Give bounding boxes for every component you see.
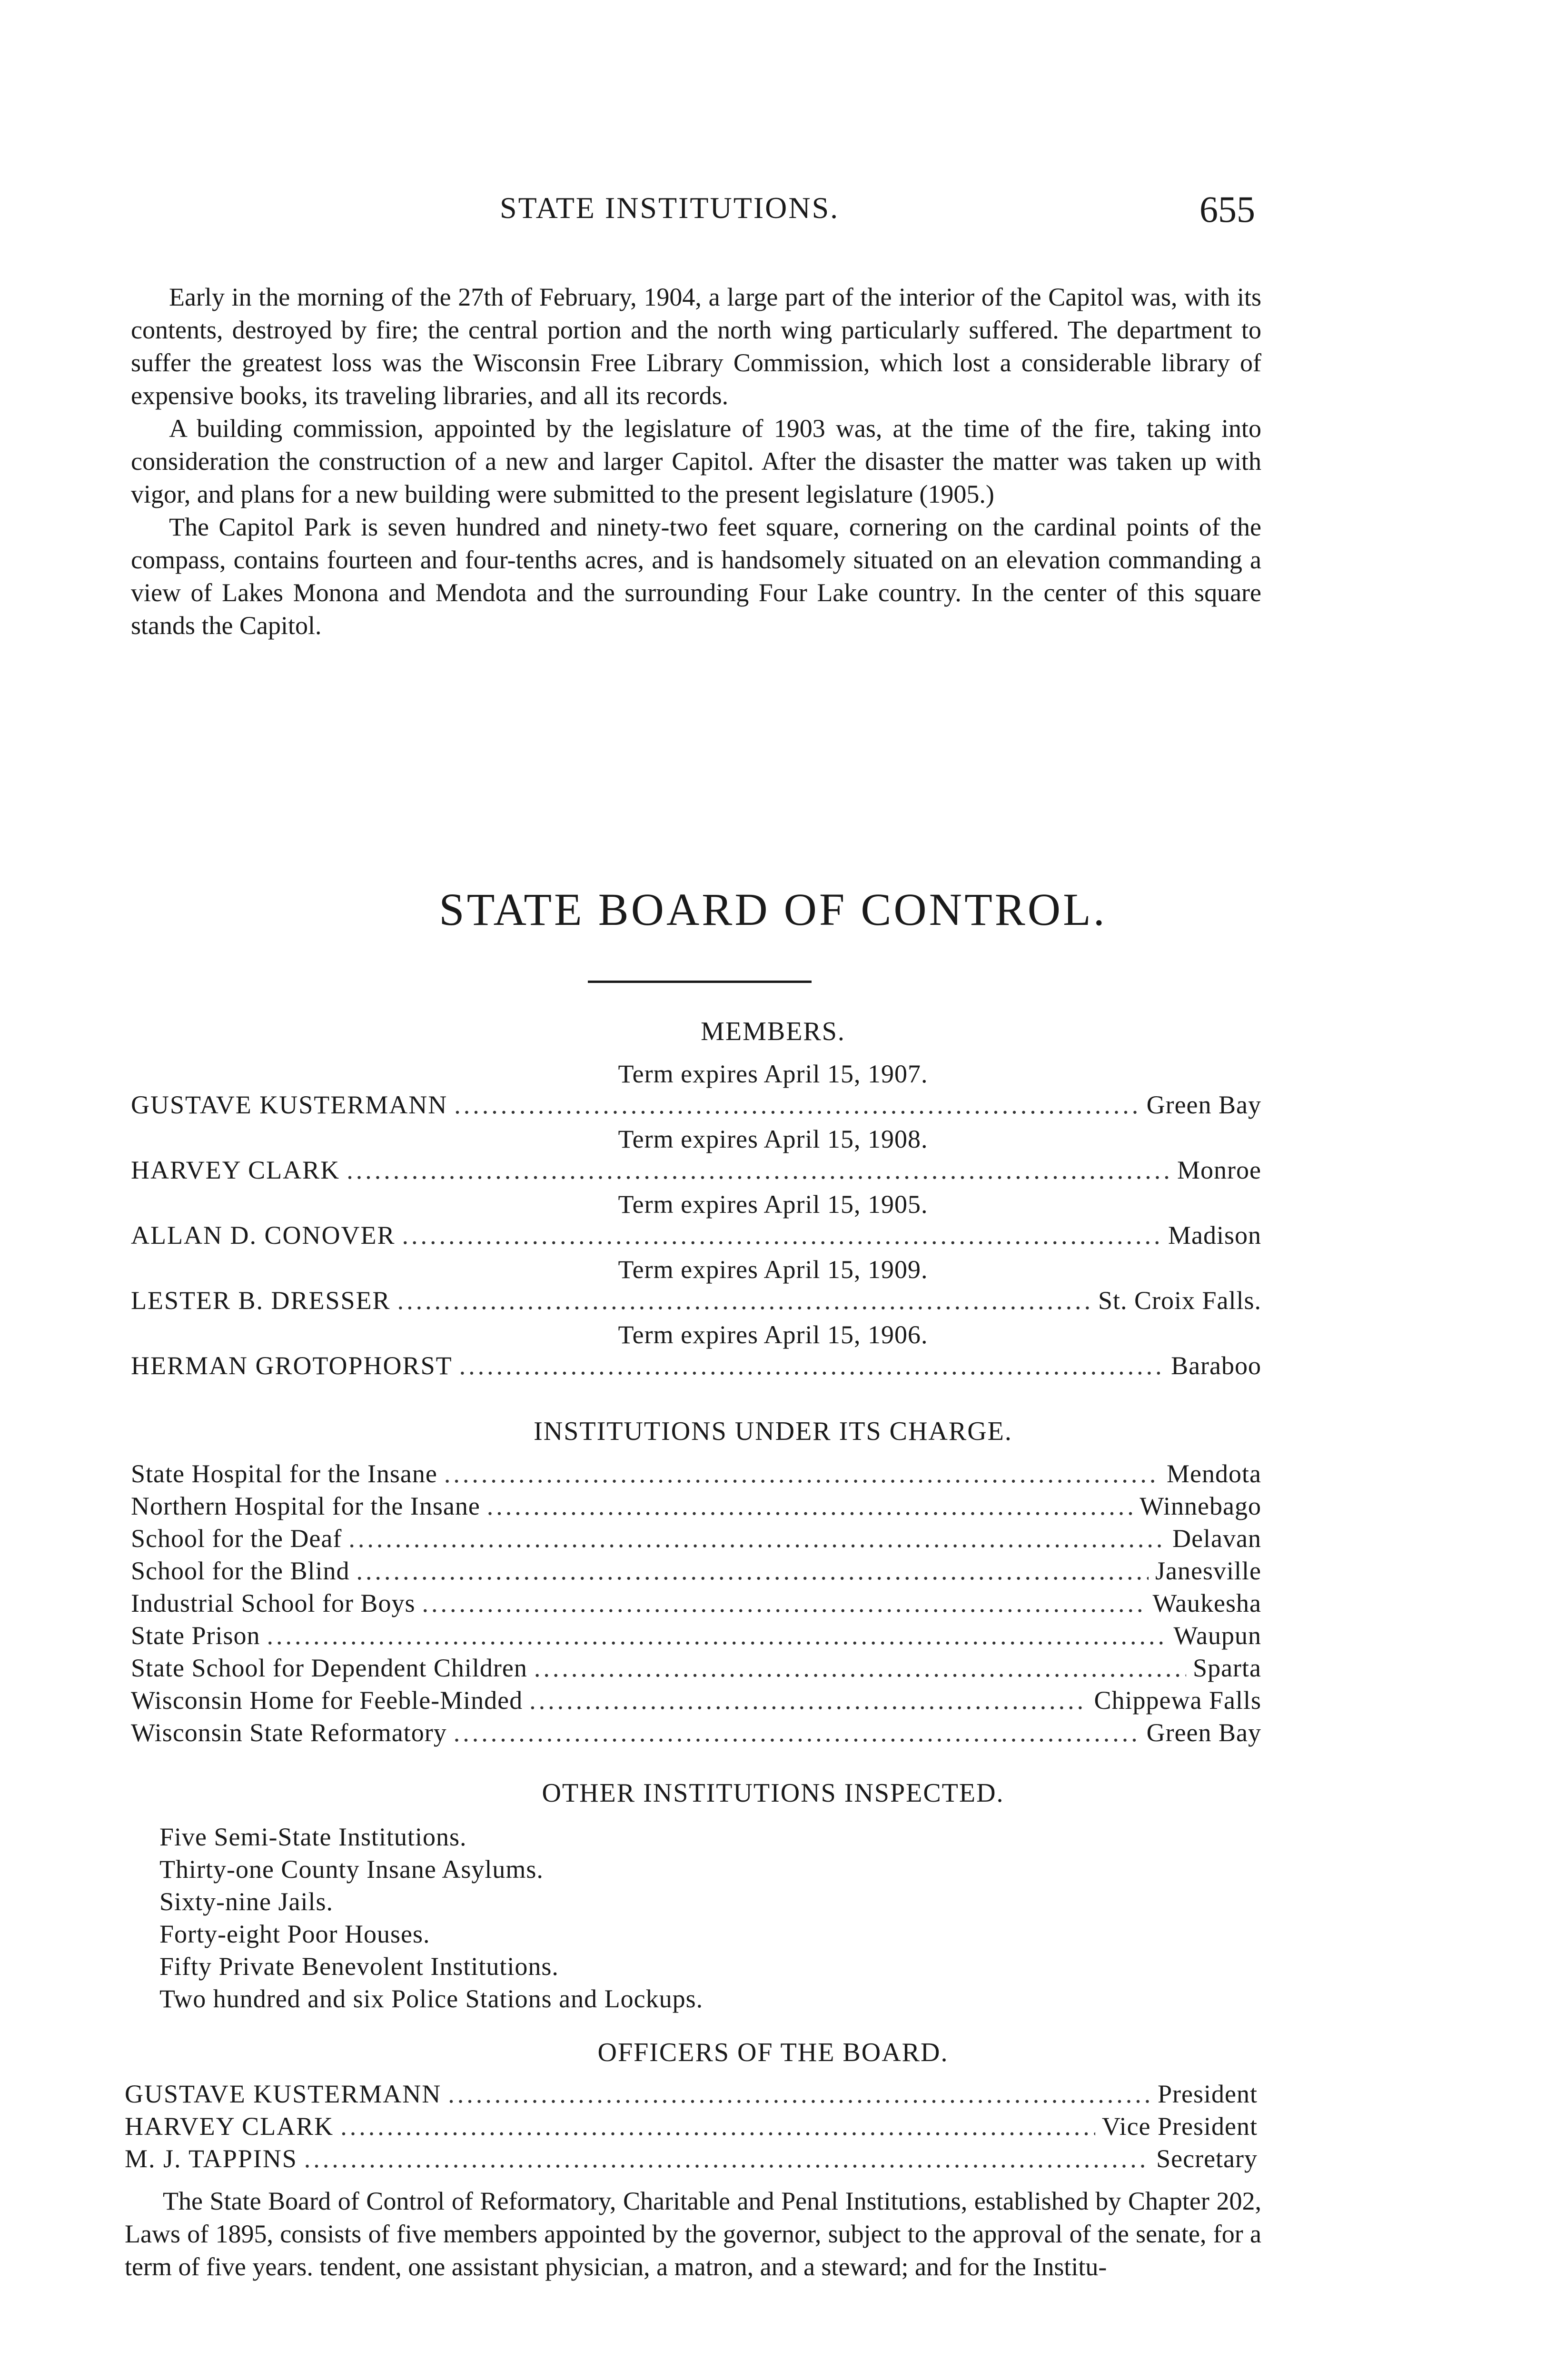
institution-place: Janesville bbox=[1155, 1557, 1261, 1585]
officer-name: HARVEY CLARK bbox=[125, 2112, 334, 2141]
dot-leader bbox=[448, 2079, 1151, 2109]
institution-entry bbox=[131, 1621, 1261, 1654]
institution-name: School for the Deaf bbox=[131, 1524, 342, 1553]
dot-leader bbox=[454, 1090, 1140, 1120]
institution-place: Mendota bbox=[1167, 1459, 1261, 1488]
officer-title: Vice President bbox=[1101, 2112, 1258, 2141]
dot-leader bbox=[534, 1653, 1186, 1683]
member-entry bbox=[131, 1286, 1261, 1319]
section-title: STATE BOARD OF CONTROL. bbox=[439, 884, 1107, 935]
institution-entry bbox=[131, 1524, 1261, 1557]
institution-entry bbox=[131, 1459, 1261, 1492]
institution-entry bbox=[131, 1556, 1261, 1589]
institution-name: Industrial School for Boys bbox=[131, 1589, 416, 1617]
member-entry bbox=[131, 1351, 1261, 1384]
dot-leader bbox=[347, 1155, 1170, 1185]
dot-leader bbox=[348, 1524, 1166, 1553]
institution-name: Northern Hospital for the Insane bbox=[131, 1492, 480, 1520]
institution-name: Wisconsin State Reformatory bbox=[131, 1718, 447, 1747]
member-entry bbox=[131, 1155, 1261, 1189]
running-head: STATE INSTITUTIONS. bbox=[500, 191, 840, 225]
term-line: Term expires April 15, 1907. bbox=[618, 1060, 928, 1088]
member-name: HERMAN GROTOPHORST bbox=[131, 1351, 453, 1380]
member-place: Monroe bbox=[1177, 1156, 1261, 1184]
paragraph: A building commission, appointed by the legislature of 1903 was, at the time of the fire, taking into consideration the construction of a new and larger Capitol. After the disaster the matter was taken up with vigor, and plans for a new building were submitted to the present legislature (1905.) bbox=[131, 414, 1261, 508]
paragraph: The State Board of Control of Reformatory, Charitable and Penal Institutions, established by Chapter 202, Laws of 1895, consists of five members appointed by the governor, subject to the approval of the senate, for a term of five years. tendent, one assistant physician, a matron, and a steward; and for the Institu- bbox=[125, 2187, 1261, 2281]
dot-leader bbox=[444, 1459, 1160, 1488]
institution-entry bbox=[131, 1491, 1261, 1525]
dot-leader bbox=[340, 2112, 1095, 2141]
officer-title: Secretary bbox=[1156, 2144, 1258, 2173]
inspected-item: Thirty-one County Insane Asylums. bbox=[159, 1855, 544, 1884]
officer-entry bbox=[125, 2144, 1258, 2177]
member-place: Baraboo bbox=[1171, 1351, 1261, 1380]
inspected-item: Two hundred and six Police Stations and Lockups. bbox=[159, 1984, 704, 2013]
officer-name: M. J. TAPPINS bbox=[125, 2144, 297, 2173]
inspected-heading: OTHER INSTITUTIONS INSPECTED. bbox=[542, 1778, 1004, 1808]
dot-leader bbox=[402, 1220, 1161, 1250]
member-name: LESTER B. DRESSER bbox=[131, 1286, 391, 1315]
officer-name: GUSTAVE KUSTERMANN bbox=[125, 2080, 442, 2108]
paragraph: The Capitol Park is seven hundred and ninety-two feet square, cornering on the cardinal points of the compass, contains fourteen and four-tenths acres, and is handsomely situated on an elevation commanding a view of Lakes Monona and Mendota and the surrounding Four Lake country. In the center of this square stands the Capitol. bbox=[131, 513, 1261, 640]
institution-place: Winnebago bbox=[1140, 1492, 1261, 1520]
dot-leader bbox=[304, 2144, 1150, 2173]
member-entry bbox=[131, 1220, 1261, 1254]
institution-name: Wisconsin Home for Feeble-Minded bbox=[131, 1686, 523, 1715]
dot-leader bbox=[397, 1286, 1091, 1315]
dot-leader bbox=[422, 1588, 1146, 1618]
dot-leader bbox=[529, 1686, 1087, 1715]
member-place: Green Bay bbox=[1146, 1091, 1261, 1119]
member-name: HARVEY CLARK bbox=[131, 1156, 340, 1184]
dot-leader bbox=[487, 1491, 1133, 1521]
institutions-heading: INSTITUTIONS UNDER ITS CHARGE. bbox=[534, 1417, 1012, 1446]
term-line: Term expires April 15, 1909. bbox=[618, 1255, 928, 1284]
officers-heading: OFFICERS OF THE BOARD. bbox=[597, 2038, 949, 2067]
institution-name: State Hospital for the Insane bbox=[131, 1459, 437, 1488]
inspected-item: Fifty Private Benevolent Institutions. bbox=[159, 1952, 559, 1981]
institution-entry bbox=[131, 1686, 1261, 1719]
inspected-item: Five Semi-State Institutions. bbox=[159, 1823, 467, 1851]
member-place: Madison bbox=[1168, 1221, 1261, 1250]
institution-place: Waukesha bbox=[1152, 1589, 1261, 1617]
paragraph: Early in the morning of the 27th of February, 1904, a large part of the interior of the Capitol was, with its contents, destroyed by fire; the central portion and the north wing particularly suffered. The department to suffer the greatest loss was the Wisconsin Free Library Commission, which lost a considerable library of expensive books, its traveling libraries, and all its records. bbox=[131, 283, 1261, 410]
dot-leader bbox=[267, 1621, 1167, 1650]
inspected-item: Sixty-nine Jails. bbox=[159, 1887, 333, 1916]
institution-name: State School for Dependent Children bbox=[131, 1654, 527, 1682]
dot-leader bbox=[356, 1556, 1149, 1586]
institution-name: State Prison bbox=[131, 1621, 260, 1650]
member-name: GUSTAVE KUSTERMANN bbox=[131, 1091, 448, 1119]
institution-place: Sparta bbox=[1193, 1654, 1261, 1682]
institution-entry bbox=[131, 1588, 1261, 1622]
inspected-item: Forty-eight Poor Houses. bbox=[159, 1920, 430, 1948]
member-place: St. Croix Falls. bbox=[1098, 1286, 1261, 1315]
institution-entry bbox=[131, 1653, 1261, 1686]
closing-text bbox=[125, 2185, 1261, 2283]
title-rule bbox=[588, 981, 812, 983]
institution-place: Waupun bbox=[1173, 1621, 1261, 1650]
intro-text bbox=[131, 281, 1261, 642]
page-number: 655 bbox=[1199, 188, 1255, 230]
term-line: Term expires April 15, 1908. bbox=[618, 1125, 928, 1153]
members-heading: MEMBERS. bbox=[701, 1017, 845, 1046]
member-entry bbox=[131, 1090, 1261, 1123]
institution-place: Chippewa Falls bbox=[1094, 1686, 1261, 1715]
member-name: ALLAN D. CONOVER bbox=[131, 1221, 396, 1250]
institution-place: Green Bay bbox=[1146, 1718, 1261, 1747]
term-line: Term expires April 15, 1906. bbox=[618, 1320, 928, 1349]
institution-place: Delavan bbox=[1172, 1524, 1261, 1553]
officer-title: President bbox=[1158, 2080, 1258, 2108]
term-line: Term expires April 15, 1905. bbox=[618, 1190, 928, 1219]
dot-leader bbox=[459, 1351, 1164, 1380]
officer-entry bbox=[125, 2112, 1258, 2145]
institution-entry bbox=[131, 1718, 1261, 1751]
institution-name: School for the Blind bbox=[131, 1557, 350, 1585]
officer-entry bbox=[125, 2079, 1258, 2112]
dot-leader bbox=[454, 1718, 1140, 1747]
